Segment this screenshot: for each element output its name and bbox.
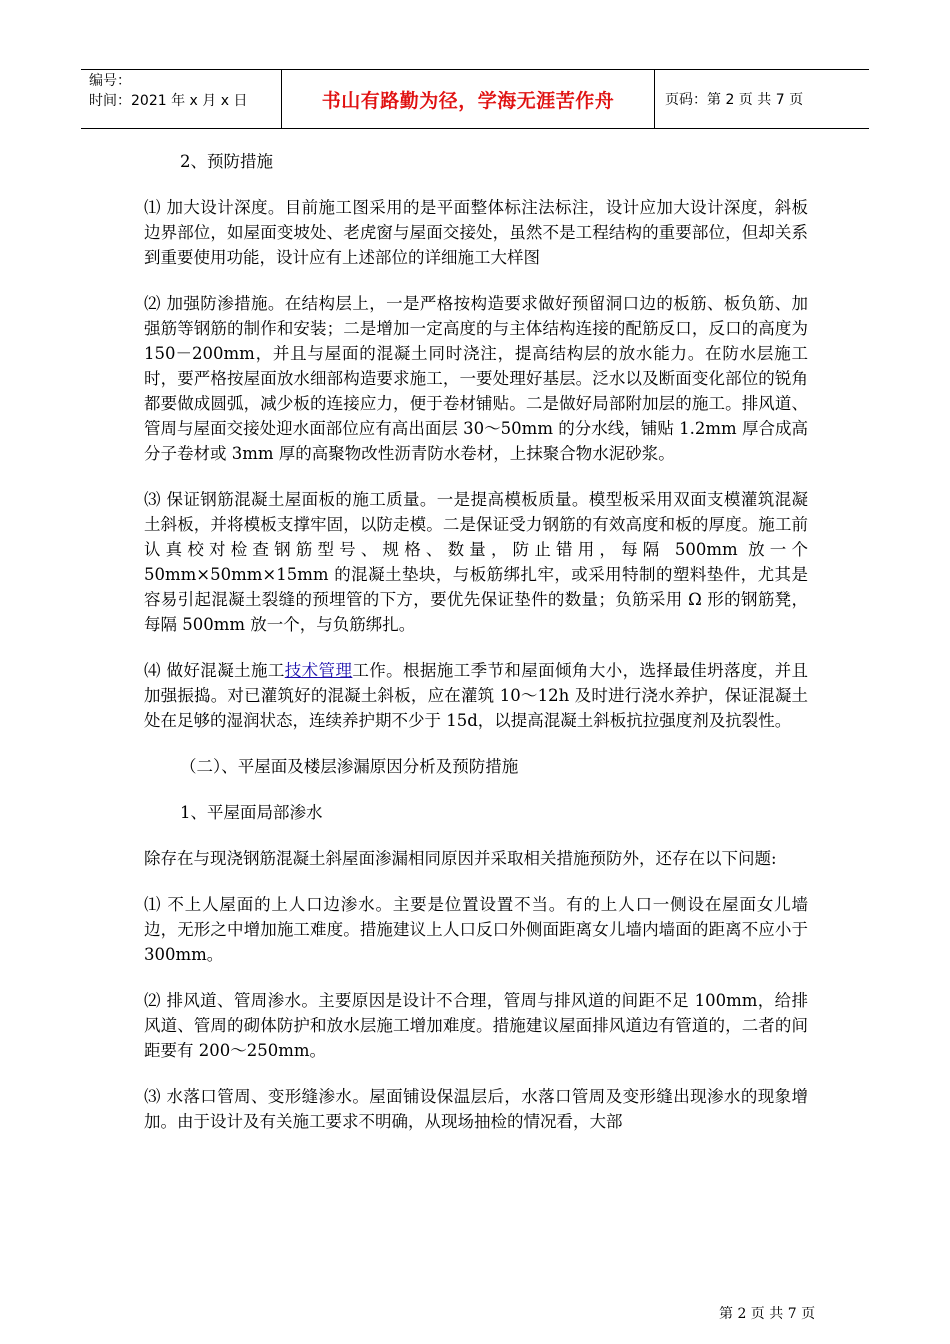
heading-sub-1: 1、平屋面局部渗水	[180, 803, 323, 822]
paragraph-3: ⑶ 保证钢筋混凝土屋面板的施工质量。一是提高模板质量。模型板采用双面支模灌筑混凝土斜板，并将模板支撑牢固，以防走模。二是保证受力钢筋的有效高度和板的厚度。施工前认真校对检查钢筋型号、规格、数量，防止错用，每隔 500mm 放一个 50mm×50mm×15mm 的混凝土垫块，与板筋绑扎牢，或采用特制的塑料垫件，尤其是容易引起混凝土裂缝的预埋管的下方，要优先保证垫件的数量；负筋采用 Ω 形的钢筋凳，每隔 500mm 放一个，与负筋绑扎。	[144, 490, 808, 634]
paragraph-1: ⑴ 加大设计深度。目前施工图采用的是平面整体标注法标注，设计应加大设计深度，斜板边界部位，如屋面变坡处、老虎窗与屋面交接处，虽然不是工程结构的重要部位，但却关系到重要使用功能，设计应有上述部位的详细施工大样图	[144, 198, 808, 267]
heading-section-2: （二）、平屋面及楼层渗漏原因分析及预防措施	[180, 757, 519, 776]
paragraph-2: ⑵ 加强防渗措施。在结构层上，一是严格按构造要求做好预留洞口边的板筋、板负筋、加强筋等钢筋的制作和安装；二是增加一定高度的与主体结构连接的配筋反口，反口的高度为 150－200mm，并且与屋面的混凝土同时浇注，提高结构层的放水能力。在防水层施工时，要严格按屋面放水细部构造要求施工，一要处理好基层。泛水以及断面变化部位的锐角都要做成圆弧，减少板的连接应力，便于卷材铺贴。二是做好局部附加层的施工。排风道、管周与屋面交接处迎水面部位应有高出面层 30～50mm 的分水线，铺贴 1.2mm 厚合成高分子卷材或 3mm 厚的高聚物改性沥青防水卷材，上抹聚合物水泥砂浆。	[144, 294, 808, 463]
page-header	[81, 69, 869, 129]
paragraph-5: 除存在与现浇钢筋混凝土斜屋面渗漏相同原因并采取相关措施预防外，还存在以下问题:	[144, 849, 777, 868]
paragraph-8: ⑶ 水落口管周、变形缝渗水。屋面铺设保温层后，水落口管周及变形缝出现渗水的现象增加。由于设计及有关施工要求不明确，从现场抽检的情况看，大部	[144, 1087, 808, 1131]
page-footer: 第 2 页 共 7 页	[719, 1306, 816, 1322]
header-page-number: 页码：第 2 页 共 7 页	[665, 92, 804, 108]
document-body	[144, 149, 808, 1155]
paragraph-7: ⑵ 排风道、管周渗水。主要原因是设计不合理，管周与排风道的间距不足 100mm，给排风道、管周的砌体防护和放水层施工增加难度。措施建议屋面排风道边有管道的，二者的间距要有 200～250mm。	[144, 991, 808, 1060]
header-meta	[81, 70, 282, 128]
date-label: 时间：2021 年 x 月 x 日	[89, 93, 248, 109]
heading-prevention: 2、预防措施	[180, 152, 273, 171]
number-label: 编号：	[89, 73, 131, 89]
paragraph-6: ⑴ 不上人屋面的上人口边渗水。主要是位置设置不当。有的上人口一侧设在屋面女儿墙边，无形之中增加施工难度。措施建议上人口反口外侧面距离女儿墙内墙面的距离不应小于 300mm。	[144, 895, 808, 964]
header-motto: 书山有路勤为径，学海无涯苦作舟	[282, 70, 655, 128]
paragraph-4-start: ⑷ 做好混凝土施工	[144, 661, 285, 680]
paragraph-4	[144, 658, 808, 733]
paragraph-4-end: 工作。根据施工季节和屋面倾角大小，选择最佳坍落度，并且加强振捣。对已灌筑好的混凝土斜板，应在灌筑 10～12h 及时进行浇水养护，保证混凝土处在足够的湿润状态，连续养护期不少于 15d，以提高混凝土斜板抗拉强度剂及抗裂性。	[144, 661, 809, 730]
tech-management-link[interactable]: 技术管理	[284, 661, 353, 680]
